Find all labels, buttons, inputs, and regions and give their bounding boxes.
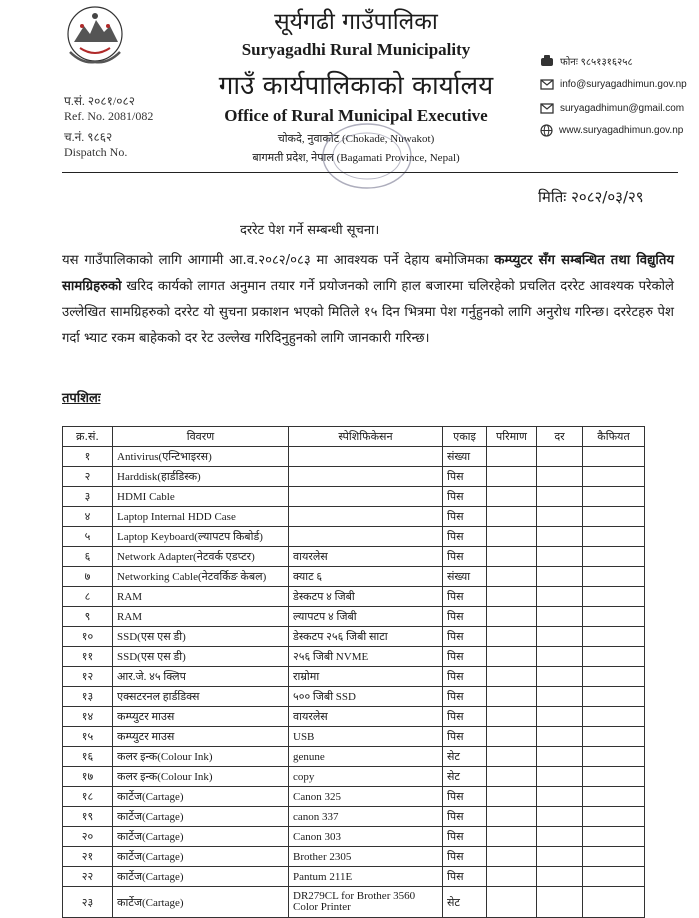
row-description: Laptop Keyboard(ल्यापटप किबोर्ड) xyxy=(113,527,289,547)
row-sn: ३ xyxy=(63,487,113,507)
table-row xyxy=(63,867,645,887)
row-description: RAM xyxy=(113,607,289,627)
row-remarks xyxy=(583,767,645,787)
row-unit: सेट xyxy=(443,887,487,918)
row-rate xyxy=(537,607,583,627)
row-description: कम्प्युटर माउस xyxy=(113,707,289,727)
row-description: HDMI Cable xyxy=(113,487,289,507)
header-sn: क्र.सं. xyxy=(63,427,113,447)
row-remarks xyxy=(583,527,645,547)
table-row xyxy=(63,727,645,747)
row-specification: डेस्कटप २५६ जिबी साटा xyxy=(289,627,443,647)
row-quantity xyxy=(487,607,537,627)
globe-icon xyxy=(540,124,553,137)
row-quantity xyxy=(487,647,537,667)
row-specification: Canon 303 xyxy=(289,827,443,847)
row-remarks xyxy=(583,747,645,767)
row-rate xyxy=(537,667,583,687)
row-description: कार्टेज(Cartage) xyxy=(113,867,289,887)
row-rate xyxy=(537,747,583,767)
row-specification: USB xyxy=(289,727,443,747)
row-remarks xyxy=(583,647,645,667)
body-part-2: खरिद कार्यको लागत अनुमान तयार गर्ने प्रयोजनको लागि हाल बजारमा चलिरहेको प्रचलित दररेट आवश्यक परेकोले उल्लेखित सामग्रिहरुको दररेट यो सुचना प्रकाशन भएको मितिले १५ दिन भित्रमा पेश गर्नुहुनको लागि अनुरोध गरिन्छ। दररेटहरु पेश गर्दा भ्याट रकम बाहेकको दर रेट उल्लेख गरिदिनुहुनको लागि जानकारी गरिन्छ। xyxy=(62,279,674,346)
row-rate xyxy=(537,707,583,727)
row-description: Antivirus(एन्टिभाइरस) xyxy=(113,447,289,467)
details-heading: तपशिलः xyxy=(62,391,101,406)
row-remarks xyxy=(583,507,645,527)
row-specification xyxy=(289,467,443,487)
row-description: Harddisk(हार्डडिस्क) xyxy=(113,467,289,487)
row-quantity xyxy=(487,667,537,687)
row-quantity xyxy=(487,767,537,787)
row-unit: पिस xyxy=(443,607,487,627)
address-line-2: बागमती प्रदेश, नेपाल (Bagamati Province, Nepal) xyxy=(252,152,460,164)
table-row xyxy=(63,587,645,607)
row-specification xyxy=(289,447,443,467)
row-unit: संख्या xyxy=(443,447,487,467)
row-specification: Pantum 211E xyxy=(289,867,443,887)
row-quantity xyxy=(487,787,537,807)
row-quantity xyxy=(487,587,537,607)
row-quantity xyxy=(487,507,537,527)
header-rate: दर xyxy=(537,427,583,447)
row-rate xyxy=(537,527,583,547)
table-row xyxy=(63,667,645,687)
row-remarks xyxy=(583,487,645,507)
dispatch-number-np: च.नं. ९८६२ xyxy=(64,130,113,144)
row-description: Network Adapter(नेटवर्क एडप्टर) xyxy=(113,547,289,567)
ref-number-en: Ref. No. 2081/082 xyxy=(64,109,154,123)
letter-subject: दररेट पेश गर्ने सम्बन्धी सूचना। xyxy=(240,223,380,238)
row-rate xyxy=(537,767,583,787)
table-row xyxy=(63,487,645,507)
row-quantity xyxy=(487,707,537,727)
table-row xyxy=(63,827,645,847)
row-unit: संख्या xyxy=(443,567,487,587)
row-quantity xyxy=(487,447,537,467)
row-sn: १ xyxy=(63,447,113,467)
row-sn: २३ xyxy=(63,887,113,918)
row-remarks xyxy=(583,607,645,627)
row-unit: पिस xyxy=(443,787,487,807)
row-rate xyxy=(537,727,583,747)
row-unit: पिस xyxy=(443,687,487,707)
row-sn: २२ xyxy=(63,867,113,887)
row-sn: १५ xyxy=(63,727,113,747)
row-quantity xyxy=(487,807,537,827)
row-quantity xyxy=(487,847,537,867)
row-specification: ५०० जिबी SSD xyxy=(289,687,443,707)
row-specification: वायरलेस xyxy=(289,707,443,727)
header-specification: स्पेशिफिकेसन xyxy=(289,427,443,447)
row-unit: सेट xyxy=(443,747,487,767)
row-unit: पिस xyxy=(443,707,487,727)
row-unit: पिस xyxy=(443,807,487,827)
header-description: विवरण xyxy=(113,427,289,447)
row-remarks xyxy=(583,867,645,887)
row-rate xyxy=(537,627,583,647)
row-remarks xyxy=(583,787,645,807)
row-unit: पिस xyxy=(443,647,487,667)
row-description: कार्टेज(Cartage) xyxy=(113,847,289,867)
row-specification: Canon 325 xyxy=(289,787,443,807)
row-specification: २५६ जिबी NVME xyxy=(289,647,443,667)
table-row xyxy=(63,747,645,767)
row-specification: DR279CL for Brother 3560 Color Printer xyxy=(289,887,443,918)
row-remarks xyxy=(583,707,645,727)
row-description: कार्टेज(Cartage) xyxy=(113,887,289,918)
row-sn: ७ xyxy=(63,567,113,587)
row-description: Laptop Internal HDD Case xyxy=(113,507,289,527)
row-rate xyxy=(537,467,583,487)
row-specification: copy xyxy=(289,767,443,787)
dispatch-number-en: Dispatch No. xyxy=(64,145,128,159)
row-remarks xyxy=(583,687,645,707)
row-remarks xyxy=(583,467,645,487)
row-rate xyxy=(537,687,583,707)
row-quantity xyxy=(487,687,537,707)
items-table-body xyxy=(63,447,645,918)
table-row xyxy=(63,787,645,807)
row-remarks xyxy=(583,887,645,918)
contact-email-1[interactable] xyxy=(540,78,687,90)
row-unit: पिस xyxy=(443,827,487,847)
row-description: कार्टेज(Cartage) xyxy=(113,807,289,827)
contact-website[interactable] xyxy=(540,124,683,137)
body-part-1: यस गाउँपालिकाको लागि आगामी आ.व.२०८२/०८३ मा आवश्यक पर्ने देहाय बमोजिमका xyxy=(62,253,495,268)
row-quantity xyxy=(487,487,537,507)
table-row xyxy=(63,467,645,487)
table-row xyxy=(63,507,645,527)
row-specification: canon 337 xyxy=(289,807,443,827)
row-quantity xyxy=(487,827,537,847)
row-rate xyxy=(537,507,583,527)
header-quantity: परिमाण xyxy=(487,427,537,447)
row-remarks xyxy=(583,547,645,567)
row-rate xyxy=(537,807,583,827)
email-icon xyxy=(540,78,554,90)
row-specification xyxy=(289,527,443,547)
row-sn: ८ xyxy=(63,587,113,607)
row-description: एक्सटरनल हार्डडिक्स xyxy=(113,687,289,707)
row-quantity xyxy=(487,887,537,918)
row-quantity xyxy=(487,527,537,547)
row-rate xyxy=(537,567,583,587)
row-sn: १७ xyxy=(63,767,113,787)
row-rate xyxy=(537,867,583,887)
row-unit: पिस xyxy=(443,867,487,887)
row-sn: ६ xyxy=(63,547,113,567)
row-sn: १६ xyxy=(63,747,113,767)
email-icon xyxy=(540,102,554,114)
row-quantity xyxy=(487,747,537,767)
office-stamp-icon xyxy=(318,120,416,192)
row-description: कम्प्युटर माउस xyxy=(113,727,289,747)
table-row xyxy=(63,527,645,547)
table-row xyxy=(63,887,645,918)
row-sn: १२ xyxy=(63,667,113,687)
table-row xyxy=(63,647,645,667)
table-row xyxy=(63,767,645,787)
row-description: Networking Cable(नेटवर्किङ केबल) xyxy=(113,567,289,587)
row-sn: २१ xyxy=(63,847,113,867)
row-specification: राम्रोमा xyxy=(289,667,443,687)
row-sn: १४ xyxy=(63,707,113,727)
row-quantity xyxy=(487,467,537,487)
row-specification: डेस्कटप ४ जिबी xyxy=(289,587,443,607)
row-unit: पिस xyxy=(443,847,487,867)
row-quantity xyxy=(487,627,537,647)
row-remarks xyxy=(583,447,645,467)
row-unit: पिस xyxy=(443,467,487,487)
row-sn: १० xyxy=(63,627,113,647)
row-quantity xyxy=(487,867,537,887)
row-remarks xyxy=(583,567,645,587)
office-name-en: Office of Rural Municipal Executive xyxy=(224,106,488,125)
row-description: कलर इन्क(Colour Ink) xyxy=(113,747,289,767)
row-rate xyxy=(537,547,583,567)
row-sn: ११ xyxy=(63,647,113,667)
row-description: SSD(एस एस डी) xyxy=(113,627,289,647)
email-address-2[interactable]: suryagadhimun@gmail.com xyxy=(560,102,685,114)
row-unit: पिस xyxy=(443,547,487,567)
row-description: RAM xyxy=(113,587,289,607)
row-remarks xyxy=(583,727,645,747)
row-sn: २ xyxy=(63,467,113,487)
table-row xyxy=(63,707,645,727)
row-unit: पिस xyxy=(443,527,487,547)
row-quantity xyxy=(487,727,537,747)
row-sn: १९ xyxy=(63,807,113,827)
row-sn: ९ xyxy=(63,607,113,627)
row-rate xyxy=(537,827,583,847)
row-sn: १८ xyxy=(63,787,113,807)
table-row xyxy=(63,447,645,467)
row-sn: १३ xyxy=(63,687,113,707)
table-row xyxy=(63,687,645,707)
row-description: आर.जे. ४५ क्लिप xyxy=(113,667,289,687)
row-remarks xyxy=(583,587,645,607)
row-rate xyxy=(537,847,583,867)
row-remarks xyxy=(583,827,645,847)
row-description: SSD(एस एस डी) xyxy=(113,647,289,667)
row-rate xyxy=(537,587,583,607)
row-quantity xyxy=(487,547,537,567)
municipality-name-np: सूर्यगढी गाउँपालिका xyxy=(274,9,438,35)
row-rate xyxy=(537,887,583,918)
row-remarks xyxy=(583,847,645,867)
email-address-1[interactable]: info@suryagadhimun.gov.np xyxy=(560,78,687,90)
header-remarks: कैफियत xyxy=(583,427,645,447)
table-header-row xyxy=(63,427,645,447)
row-unit: पिस xyxy=(443,507,487,527)
row-specification xyxy=(289,507,443,527)
phone-number: फोनः ९८५१३१६२५८ xyxy=(560,57,633,68)
table-row xyxy=(63,567,645,587)
letter-body xyxy=(62,248,674,352)
row-description: कार्टेज(Cartage) xyxy=(113,827,289,847)
table-row xyxy=(63,547,645,567)
row-unit: पिस xyxy=(443,627,487,647)
row-remarks xyxy=(583,807,645,827)
table-row xyxy=(63,607,645,627)
row-description: कार्टेज(Cartage) xyxy=(113,787,289,807)
row-specification: genune xyxy=(289,747,443,767)
row-quantity xyxy=(487,567,537,587)
row-unit: पिस xyxy=(443,727,487,747)
row-sn: ४ xyxy=(63,507,113,527)
row-description: कलर इन्क(Colour Ink) xyxy=(113,767,289,787)
row-sn: ५ xyxy=(63,527,113,547)
row-rate xyxy=(537,787,583,807)
row-unit: सेट xyxy=(443,767,487,787)
office-name-np: गाउँ कार्यपालिकाको कार्यालय xyxy=(218,71,494,101)
row-specification: ल्यापटप ४ जिबी xyxy=(289,607,443,627)
nepal-emblem-icon xyxy=(62,4,128,66)
row-sn: २० xyxy=(63,827,113,847)
contact-phone xyxy=(540,54,633,68)
row-remarks xyxy=(583,667,645,687)
row-rate xyxy=(537,487,583,507)
municipality-name-en: Suryagadhi Rural Municipality xyxy=(241,40,471,59)
table-row xyxy=(63,627,645,647)
row-unit: पिस xyxy=(443,667,487,687)
phone-icon xyxy=(540,55,554,67)
contact-email-2[interactable] xyxy=(540,102,684,114)
row-rate xyxy=(537,447,583,467)
row-unit: पिस xyxy=(443,487,487,507)
letter-date: मितिः २०८२/०३/२९ xyxy=(538,188,644,206)
website-url[interactable]: www.suryagadhimun.gov.np xyxy=(559,125,684,136)
body-bold-items: कम्प्युटर सँग सम्बन्धित तथा विद्युतिय सामग्रिहरुको xyxy=(62,253,675,294)
table-row xyxy=(63,847,645,867)
header-unit: एकाइ xyxy=(443,427,487,447)
row-specification: Brother 2305 xyxy=(289,847,443,867)
header-divider xyxy=(62,172,678,173)
address-line-1: चोकदे, नुवाकोट (Chokade, Nuwakot) xyxy=(277,133,435,145)
ref-number-np: प.सं. २०८१/०८२ xyxy=(64,94,135,108)
row-remarks xyxy=(583,627,645,647)
row-unit: पिस xyxy=(443,587,487,607)
items-table xyxy=(62,426,645,918)
row-rate xyxy=(537,647,583,667)
table-row xyxy=(63,807,645,827)
row-specification xyxy=(289,487,443,507)
row-specification: क्याट ६ xyxy=(289,567,443,587)
row-specification: वायरलेस xyxy=(289,547,443,567)
